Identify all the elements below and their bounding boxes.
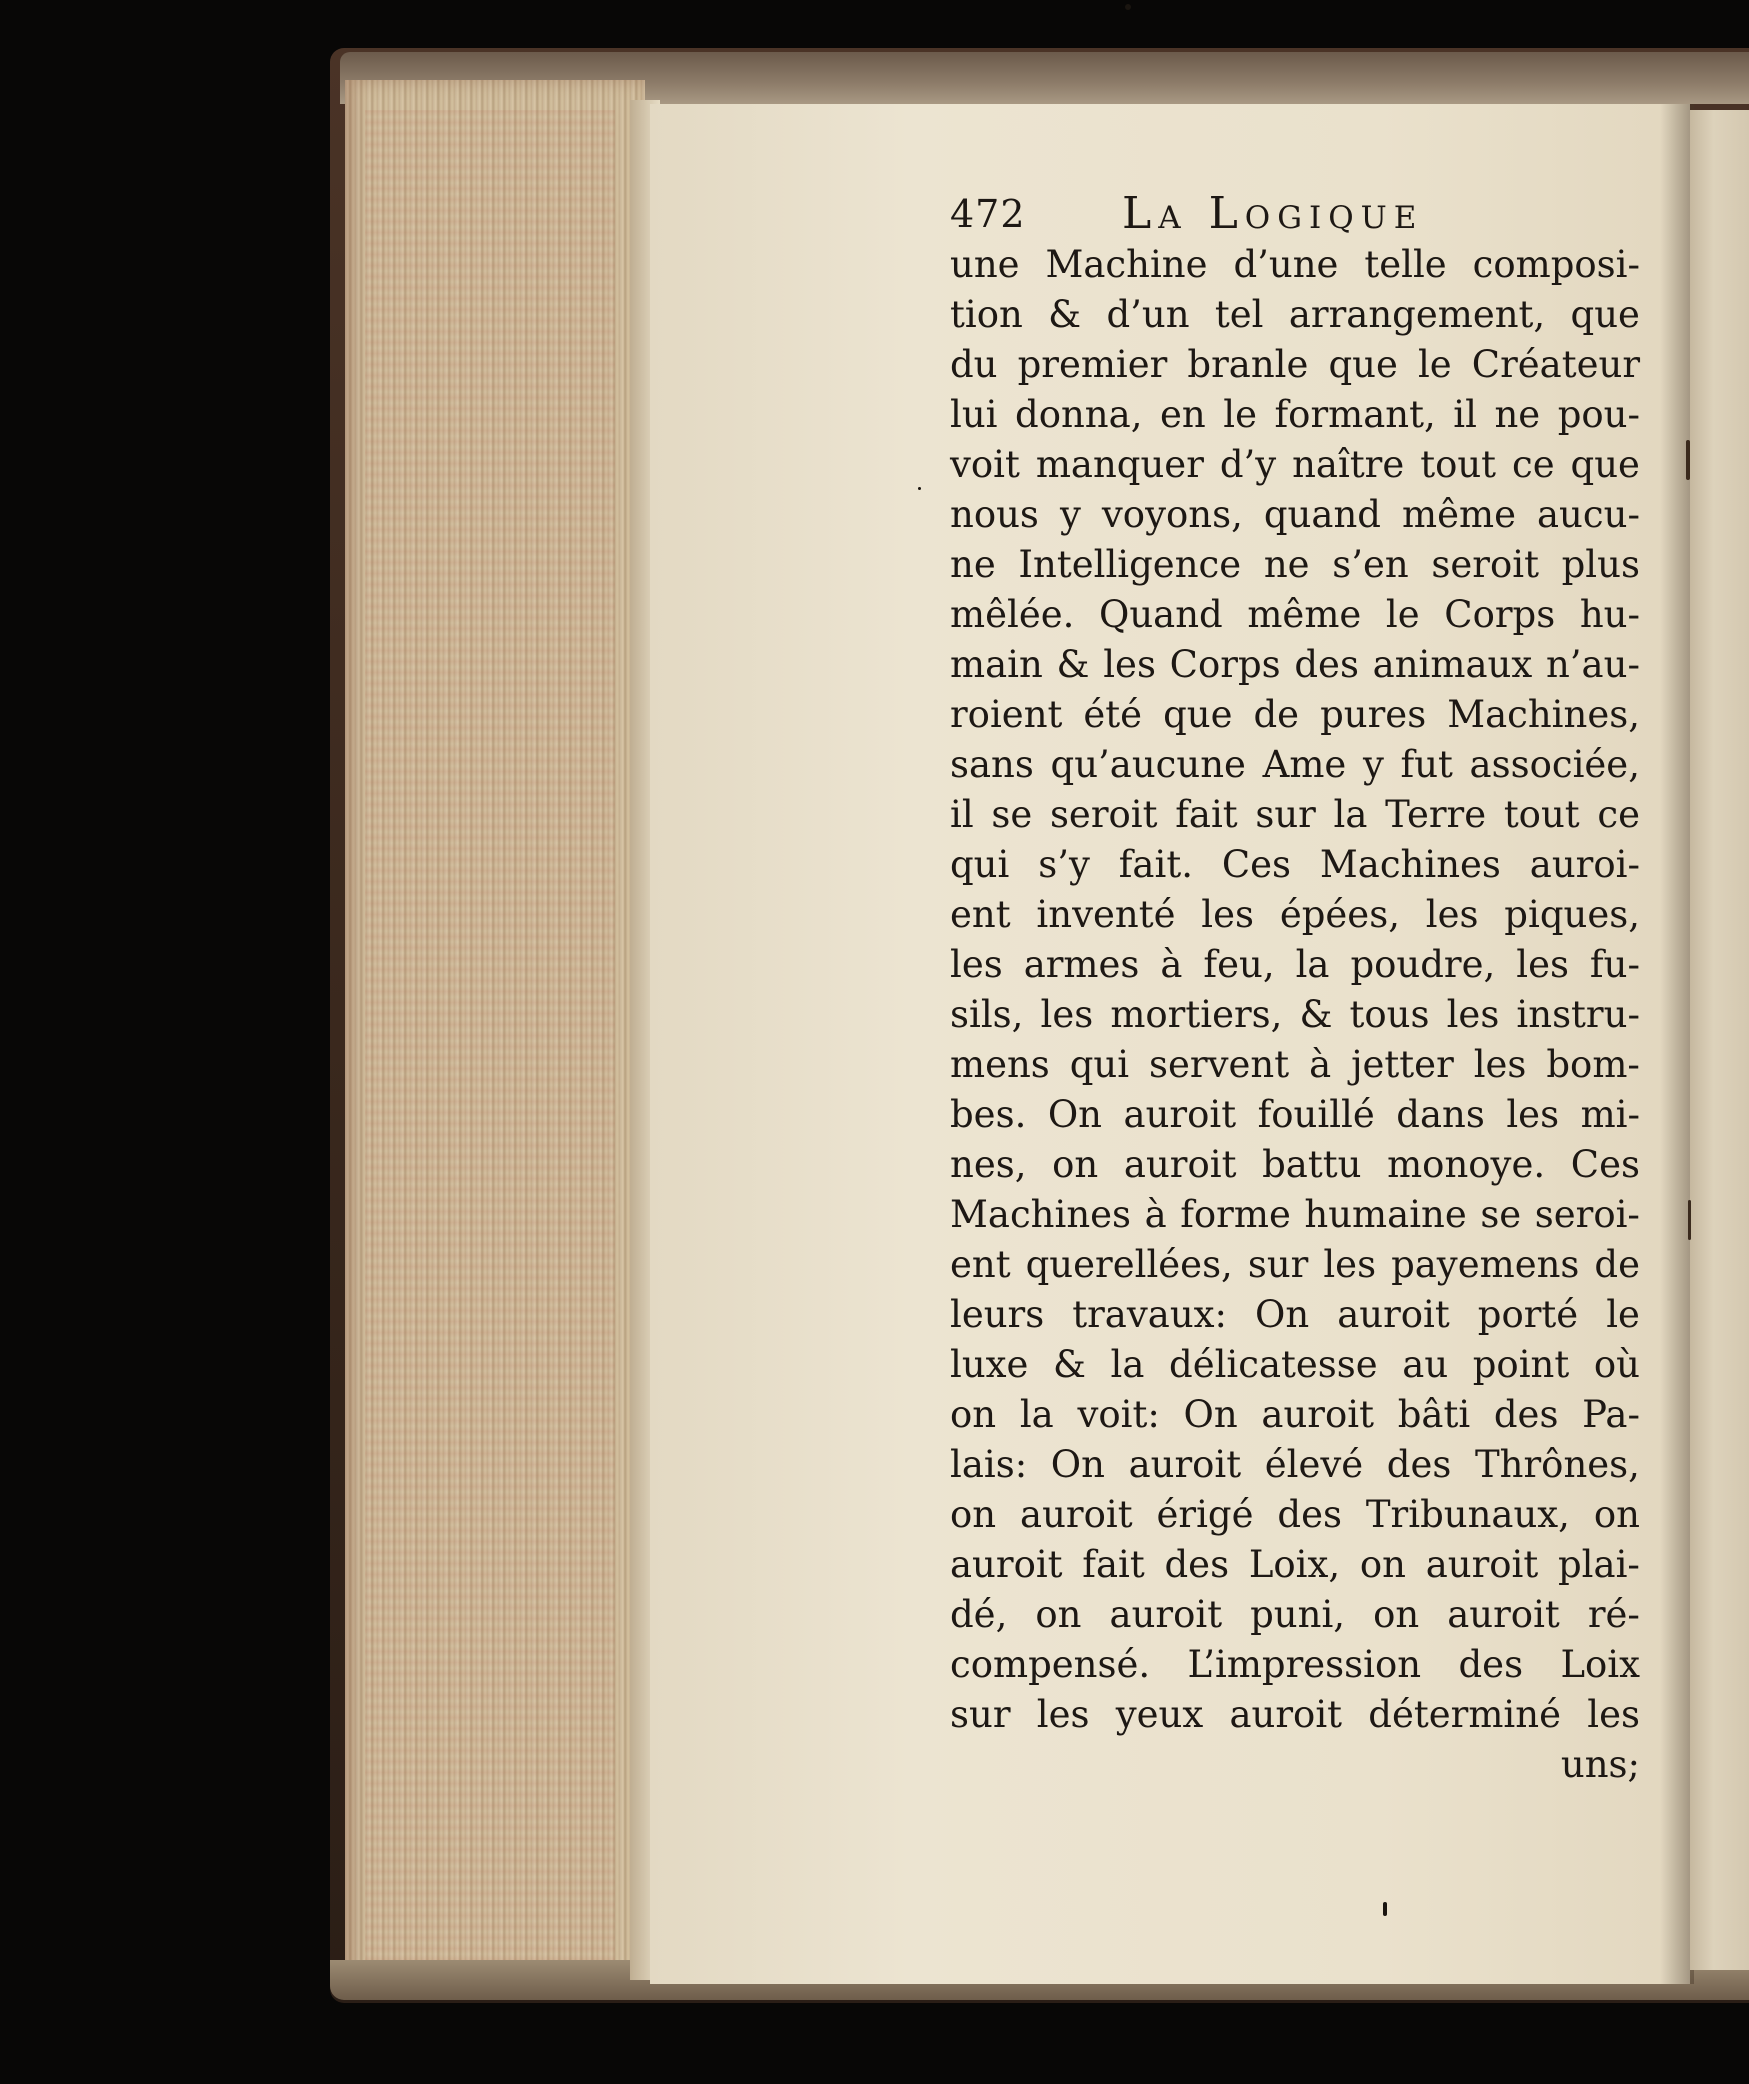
word: Machines: [1319, 843, 1501, 886]
word: poudre,: [1350, 943, 1496, 986]
word: on: [950, 1493, 997, 1536]
word: les: [1516, 943, 1569, 986]
word: &: [1056, 643, 1090, 686]
word: donna,: [1015, 393, 1143, 436]
text-line: [950, 1140, 1640, 1190]
facing-page-mark: [1688, 1200, 1691, 1240]
word: auroit: [1123, 1143, 1237, 1186]
word: lais:: [950, 1443, 1028, 1486]
word: les: [950, 943, 1003, 986]
word: Corps: [1444, 593, 1556, 636]
word: nes,: [950, 1143, 1027, 1186]
word: aucu-: [1537, 493, 1640, 536]
word: des: [1458, 1643, 1524, 1686]
text-line: [950, 840, 1640, 890]
word: seroit: [1049, 793, 1158, 836]
word: humaine: [1304, 1193, 1467, 1236]
text-line: [950, 940, 1640, 990]
word: premier: [1017, 343, 1168, 386]
facing-page-edge: [1690, 110, 1749, 1970]
word: Machines,: [1447, 693, 1640, 736]
word: plai-: [1558, 1543, 1640, 1586]
word: des: [1294, 643, 1359, 686]
word: à: [1160, 943, 1183, 986]
word: délicatesse: [1169, 1343, 1378, 1386]
word: érigé: [1156, 1493, 1254, 1536]
word: &: [1048, 293, 1082, 336]
red-sprinkled-edge: [365, 110, 615, 1960]
text-line: [950, 990, 1640, 1040]
spine-shadow: [1660, 104, 1694, 1984]
word: Ame: [1262, 743, 1347, 786]
text-line: [950, 740, 1640, 790]
word: voit: [950, 443, 1020, 486]
word: que: [1163, 693, 1233, 736]
word: Pa-: [1582, 1393, 1640, 1436]
word: les: [1587, 1693, 1640, 1736]
word: monoye.: [1387, 1143, 1546, 1186]
word: une: [950, 243, 1020, 286]
word: des: [1386, 1443, 1452, 1486]
facing-page-mark: [1686, 440, 1690, 480]
word: des: [1164, 1543, 1230, 1586]
page-number: 472: [950, 192, 1026, 236]
word: tout: [1503, 793, 1580, 836]
text-line: [950, 1640, 1640, 1690]
word: fait: [1175, 793, 1238, 836]
text-line: [950, 890, 1640, 940]
word: fait: [1082, 1543, 1145, 1586]
word: main: [950, 643, 1043, 686]
text-line: [950, 790, 1640, 840]
word: les: [1425, 893, 1479, 936]
word: dans: [1396, 1093, 1485, 1136]
word: pures: [1320, 693, 1427, 736]
word: de: [1594, 1243, 1640, 1286]
word: auroit: [1337, 1293, 1450, 1336]
word: auroit: [1425, 1543, 1539, 1586]
word: ne: [1494, 393, 1541, 436]
text-line: [950, 440, 1640, 490]
word: luxe: [950, 1343, 1029, 1386]
word: à: [1309, 1043, 1332, 1086]
word: leurs: [950, 1293, 1045, 1336]
word: yeux: [1115, 1693, 1204, 1736]
word: bes.: [950, 1093, 1027, 1136]
word: ent: [950, 893, 1011, 936]
word: les: [1323, 1243, 1377, 1286]
word: des: [1277, 1493, 1342, 1536]
word: on: [1373, 1593, 1420, 1636]
word: porté: [1477, 1293, 1579, 1336]
word: ce: [1597, 793, 1640, 836]
word: n’au-: [1545, 643, 1640, 686]
word: où: [1593, 1343, 1640, 1386]
word: les: [1040, 993, 1094, 1036]
word: Intelligence: [1018, 543, 1242, 586]
word: associée,: [1469, 743, 1640, 786]
word: auroit: [1229, 1693, 1343, 1736]
text-line: [950, 1590, 1640, 1640]
word: le: [1223, 393, 1257, 436]
word: Machines: [950, 1193, 1132, 1236]
word: animaux: [1372, 643, 1533, 686]
word: même: [1247, 593, 1362, 636]
word: la: [1333, 793, 1368, 836]
word: ent: [950, 1243, 1011, 1286]
word: fouillé: [1257, 1093, 1375, 1136]
word: qui: [1069, 1043, 1130, 1086]
word: d’un: [1106, 293, 1190, 336]
word: jetter: [1351, 1043, 1454, 1086]
word: que: [1570, 443, 1640, 486]
word: fait.: [1118, 843, 1193, 886]
word: auroi-: [1529, 843, 1640, 886]
word: armes: [1023, 943, 1140, 986]
word: d’y: [1219, 443, 1277, 486]
word: quand: [1263, 493, 1381, 536]
word: qu’aucune: [1050, 743, 1246, 786]
word: forme: [1180, 1193, 1291, 1236]
word: s’en: [1332, 543, 1409, 586]
word: Loix,: [1248, 1543, 1341, 1586]
word: Loix: [1560, 1643, 1640, 1686]
word: la: [1295, 943, 1330, 986]
body-text: [950, 240, 1640, 1740]
word: travaux:: [1072, 1293, 1227, 1336]
word: il: [950, 793, 974, 836]
word: la: [1110, 1343, 1145, 1386]
word: d’une: [1233, 243, 1339, 286]
word: sils,: [950, 993, 1024, 1036]
word: les: [1036, 1693, 1090, 1736]
ink-speck: [1383, 1902, 1387, 1916]
word: le: [1385, 593, 1420, 636]
word: Thrônes,: [1474, 1443, 1640, 1486]
word: il: [1453, 393, 1477, 436]
word: &: [1053, 1343, 1086, 1386]
text-line: [950, 1440, 1640, 1490]
word: sur: [950, 1693, 1011, 1736]
word: se: [991, 793, 1033, 836]
text-line: [950, 490, 1640, 540]
word: arrangement,: [1288, 293, 1546, 336]
word: tout: [1420, 443, 1497, 486]
word: qui: [950, 843, 1010, 886]
word: du: [950, 343, 998, 386]
word: le: [1417, 343, 1452, 386]
word: auroit: [950, 1543, 1063, 1586]
word: tel: [1214, 293, 1264, 336]
word: déterminé: [1368, 1693, 1561, 1736]
word: ce: [1511, 443, 1555, 486]
word: servent: [1149, 1043, 1290, 1086]
word: sur: [1255, 793, 1316, 836]
word: Quand: [1098, 593, 1223, 636]
word: auroit: [1020, 1493, 1133, 1536]
word: naître: [1292, 443, 1405, 486]
catchword: uns;: [1560, 1743, 1640, 1786]
word: Corps: [1169, 643, 1281, 686]
word: nous: [950, 493, 1039, 536]
word: plus: [1561, 543, 1640, 586]
text-line: [950, 340, 1640, 390]
word: telle: [1364, 243, 1447, 286]
word: mortiers,: [1110, 993, 1283, 1036]
word: mêlée.: [950, 593, 1075, 636]
word: Ces: [1570, 1143, 1640, 1186]
word: mens: [950, 1043, 1050, 1086]
word: voyons,: [1101, 493, 1243, 536]
text-line: [950, 690, 1640, 740]
word: formant,: [1274, 393, 1436, 436]
word: sur: [1247, 1243, 1309, 1286]
word: inventé: [1036, 893, 1176, 936]
word: tion: [950, 293, 1023, 336]
word: y: [1059, 493, 1081, 536]
word: les: [1506, 1093, 1560, 1136]
word: lui: [950, 393, 998, 436]
word: auroit: [1447, 1593, 1560, 1636]
word: L’impression: [1187, 1643, 1422, 1686]
text-line: [950, 1090, 1640, 1140]
word: on: [1052, 1143, 1099, 1186]
word: ne: [1263, 543, 1310, 586]
word: feu,: [1203, 943, 1275, 986]
word: on: [1359, 1543, 1406, 1586]
text-line: [950, 240, 1640, 290]
word: piques,: [1504, 893, 1640, 936]
word: les: [1473, 1043, 1527, 1086]
text-line: [950, 1540, 1640, 1590]
word: en: [1159, 393, 1206, 436]
word: fut: [1400, 743, 1453, 786]
word: Ces: [1221, 843, 1292, 886]
word: On: [1050, 1443, 1105, 1486]
word: instru-: [1516, 993, 1640, 1036]
word: les: [1446, 993, 1500, 1036]
word: On: [1047, 1093, 1103, 1136]
word: Machine: [1045, 243, 1208, 286]
text-line: [950, 590, 1640, 640]
word: puni,: [1250, 1593, 1346, 1636]
word: sans: [950, 743, 1034, 786]
word: pou-: [1557, 393, 1640, 436]
word: composi-: [1472, 243, 1640, 286]
word: s’y: [1038, 843, 1090, 886]
word: manquer: [1035, 443, 1204, 486]
ink-speck: [1125, 4, 1131, 10]
word: de: [1253, 693, 1300, 736]
word: battu: [1262, 1143, 1362, 1186]
word: on: [1035, 1593, 1082, 1636]
word: mi-: [1580, 1093, 1640, 1136]
word: Tribunaux,: [1365, 1493, 1570, 1536]
word: y: [1362, 743, 1384, 786]
word: auroit: [1123, 1093, 1237, 1136]
text-line: [950, 290, 1640, 340]
word: on: [950, 1393, 997, 1436]
word: se: [1480, 1193, 1522, 1236]
word: au: [1402, 1343, 1449, 1386]
word: bâti: [1397, 1393, 1471, 1436]
word: querellées,: [1025, 1243, 1233, 1286]
text-line: [950, 640, 1640, 690]
word: seroi-: [1534, 1193, 1640, 1236]
word: été: [1083, 693, 1143, 736]
word: le: [1606, 1293, 1640, 1336]
word: hu-: [1579, 593, 1640, 636]
word: Créateur: [1471, 343, 1640, 386]
word: les: [1201, 893, 1255, 936]
word: On: [1183, 1393, 1238, 1436]
text-line: [950, 1690, 1640, 1740]
word: On: [1255, 1293, 1310, 1336]
word: payemens: [1391, 1243, 1580, 1286]
page-text: [950, 188, 1640, 1790]
ink-speck: [918, 487, 921, 490]
word: même: [1402, 493, 1516, 536]
word: ré-: [1587, 1593, 1640, 1636]
word: auroit: [1128, 1443, 1242, 1486]
word: point: [1472, 1343, 1570, 1386]
word: ne: [950, 543, 996, 586]
word: que: [1570, 293, 1640, 336]
word: &: [1299, 993, 1333, 1036]
text-line: [950, 1290, 1640, 1340]
word: bom-: [1546, 1043, 1640, 1086]
word: tous: [1349, 993, 1430, 1036]
word: Terre: [1385, 793, 1487, 836]
word: dé,: [950, 1593, 1008, 1636]
word: auroit: [1109, 1593, 1223, 1636]
word: la: [1019, 1393, 1054, 1436]
running-head: [950, 188, 1640, 240]
word: épées,: [1279, 893, 1400, 936]
word: roient: [950, 693, 1063, 736]
word: que: [1328, 343, 1398, 386]
text-line: [950, 1390, 1640, 1440]
text-line: [950, 1190, 1640, 1240]
word: voit:: [1077, 1393, 1160, 1436]
word: des: [1493, 1393, 1559, 1436]
running-title: La Logique: [1122, 188, 1424, 239]
text-line: [950, 1340, 1640, 1390]
word: branle: [1187, 343, 1309, 386]
word: seroit: [1431, 543, 1539, 586]
text-line: [950, 1490, 1640, 1540]
word: auroit: [1261, 1393, 1374, 1436]
text-line: [950, 390, 1640, 440]
text-line: [950, 1240, 1640, 1290]
text-line: [950, 1040, 1640, 1090]
word: à: [1144, 1193, 1167, 1236]
word: les: [1103, 643, 1156, 686]
word: on: [1593, 1493, 1640, 1536]
word: compensé.: [950, 1643, 1151, 1686]
word: élevé: [1264, 1443, 1364, 1486]
word: fu-: [1589, 943, 1640, 986]
text-line: [950, 540, 1640, 590]
